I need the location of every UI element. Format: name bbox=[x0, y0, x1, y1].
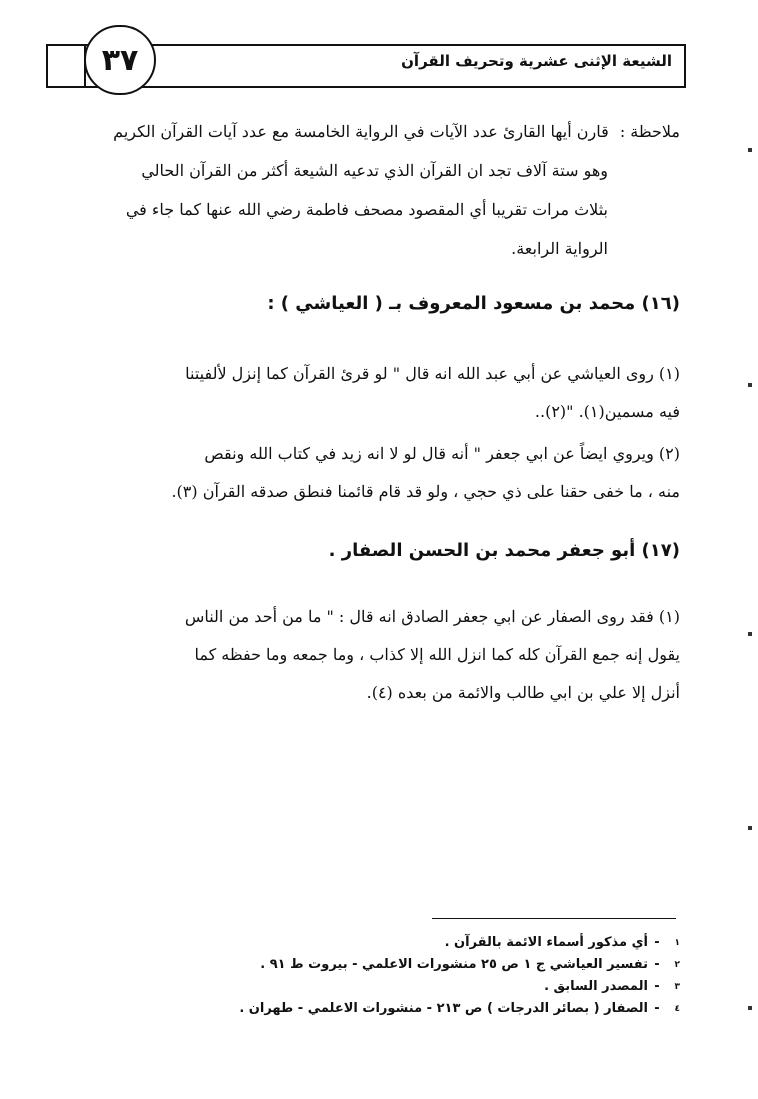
narration-paragraph bbox=[40, 435, 680, 511]
footnote-text: تفسير العياشي ج ١ ص ٢٥ منشورات الاعلمي - بيروت ط ٩١ . bbox=[260, 957, 648, 972]
note-label: ملاحظة : bbox=[619, 122, 680, 141]
page-number: ٣٧ bbox=[101, 42, 139, 78]
footnote-text: المصدر السابق . bbox=[544, 979, 648, 994]
scan-mark bbox=[748, 826, 752, 830]
paragraph-line: فيه مسمين(١). "(٢).. bbox=[534, 402, 680, 421]
scan-mark bbox=[748, 1006, 752, 1010]
footnote-dash: - bbox=[654, 1001, 660, 1016]
footnote-number: ٢ bbox=[674, 960, 680, 970]
section-heading-16: (١٦) محمد بن مسعود المعروف بـ ( العياشي ) : bbox=[267, 293, 680, 314]
scan-mark bbox=[748, 632, 752, 636]
narration-paragraph bbox=[40, 598, 680, 712]
paragraph-line: (١) روى العياشي عن أبي عبد الله انه قال " لو قرئ القرآن كما إنزل لألفيتنا bbox=[185, 364, 680, 383]
footnote-number: ٣ bbox=[674, 982, 680, 992]
footnote-item bbox=[120, 998, 680, 1020]
footnote-separator bbox=[432, 918, 676, 919]
note-line: وهو ستة آلاف تجد ان القرآن الذي تدعيه الشيعة أكثر من القرآن الحالي bbox=[141, 161, 608, 180]
footnote-dash: - bbox=[654, 957, 660, 972]
footnote-text: الصفار ( بصائر الدرجات ) ص ٢١٣ - منشورات الاعلمي - طهران . bbox=[239, 1001, 648, 1016]
paragraph-line: (٢) ويروي ايضاً عن ابي جعفر " أنه قال لو لا انه زيد في كتاب الله ونقص bbox=[204, 444, 680, 463]
note-line: بثلاث مرات تقريبا أي المقصود مصحف فاطمة رضي الله عنها كما جاء في bbox=[125, 200, 608, 219]
scan-mark bbox=[748, 383, 752, 387]
footnote-text: أي مذكور أسماء الائمة بالقرآن . bbox=[444, 935, 648, 950]
narration-paragraph bbox=[40, 355, 680, 431]
footnote-number: ٤ bbox=[674, 1004, 680, 1014]
section-heading-17: (١٧) أبو جعفر محمد بن الحسن الصفار . bbox=[328, 540, 680, 561]
footnote-dash: - bbox=[654, 979, 660, 994]
footnote-item bbox=[120, 954, 680, 976]
running-header-title: الشيعة الإثنى عشرية وتحريف القرآن bbox=[401, 52, 672, 70]
paragraph-line: منه ، ما خفى حقنا على ذي حجي ، ولو قد قام قائمنا فنطق صدقه القرآن (٣). bbox=[171, 482, 680, 501]
paragraph-line: يقول إنه جمع القرآن كله كما انزل الله إلا كذاب ، وما جمعه وما حفظه كما bbox=[194, 645, 680, 664]
footnote-item bbox=[120, 932, 680, 954]
note-paragraph bbox=[50, 112, 680, 268]
footnote-number: ١ bbox=[674, 938, 680, 948]
paragraph-line: أنزل إلا علي بن ابي طالب والائمة من بعده (٤). bbox=[366, 683, 680, 702]
page-number-badge bbox=[84, 25, 156, 95]
paragraph-line: (١) فقد روى الصفار عن ابي جعفر الصادق انه قال : " ما من أحد من الناس bbox=[184, 607, 680, 626]
scan-mark bbox=[748, 148, 752, 152]
footnotes bbox=[120, 932, 680, 1020]
footnote-dash: - bbox=[654, 935, 660, 950]
footnote-item bbox=[120, 976, 680, 998]
note-line: الرواية الرابعة. bbox=[511, 239, 608, 258]
note-line: قارن أيها القارئ عدد الآيات في الرواية الخامسة مع عدد آيات القرآن الكريم bbox=[113, 122, 609, 141]
